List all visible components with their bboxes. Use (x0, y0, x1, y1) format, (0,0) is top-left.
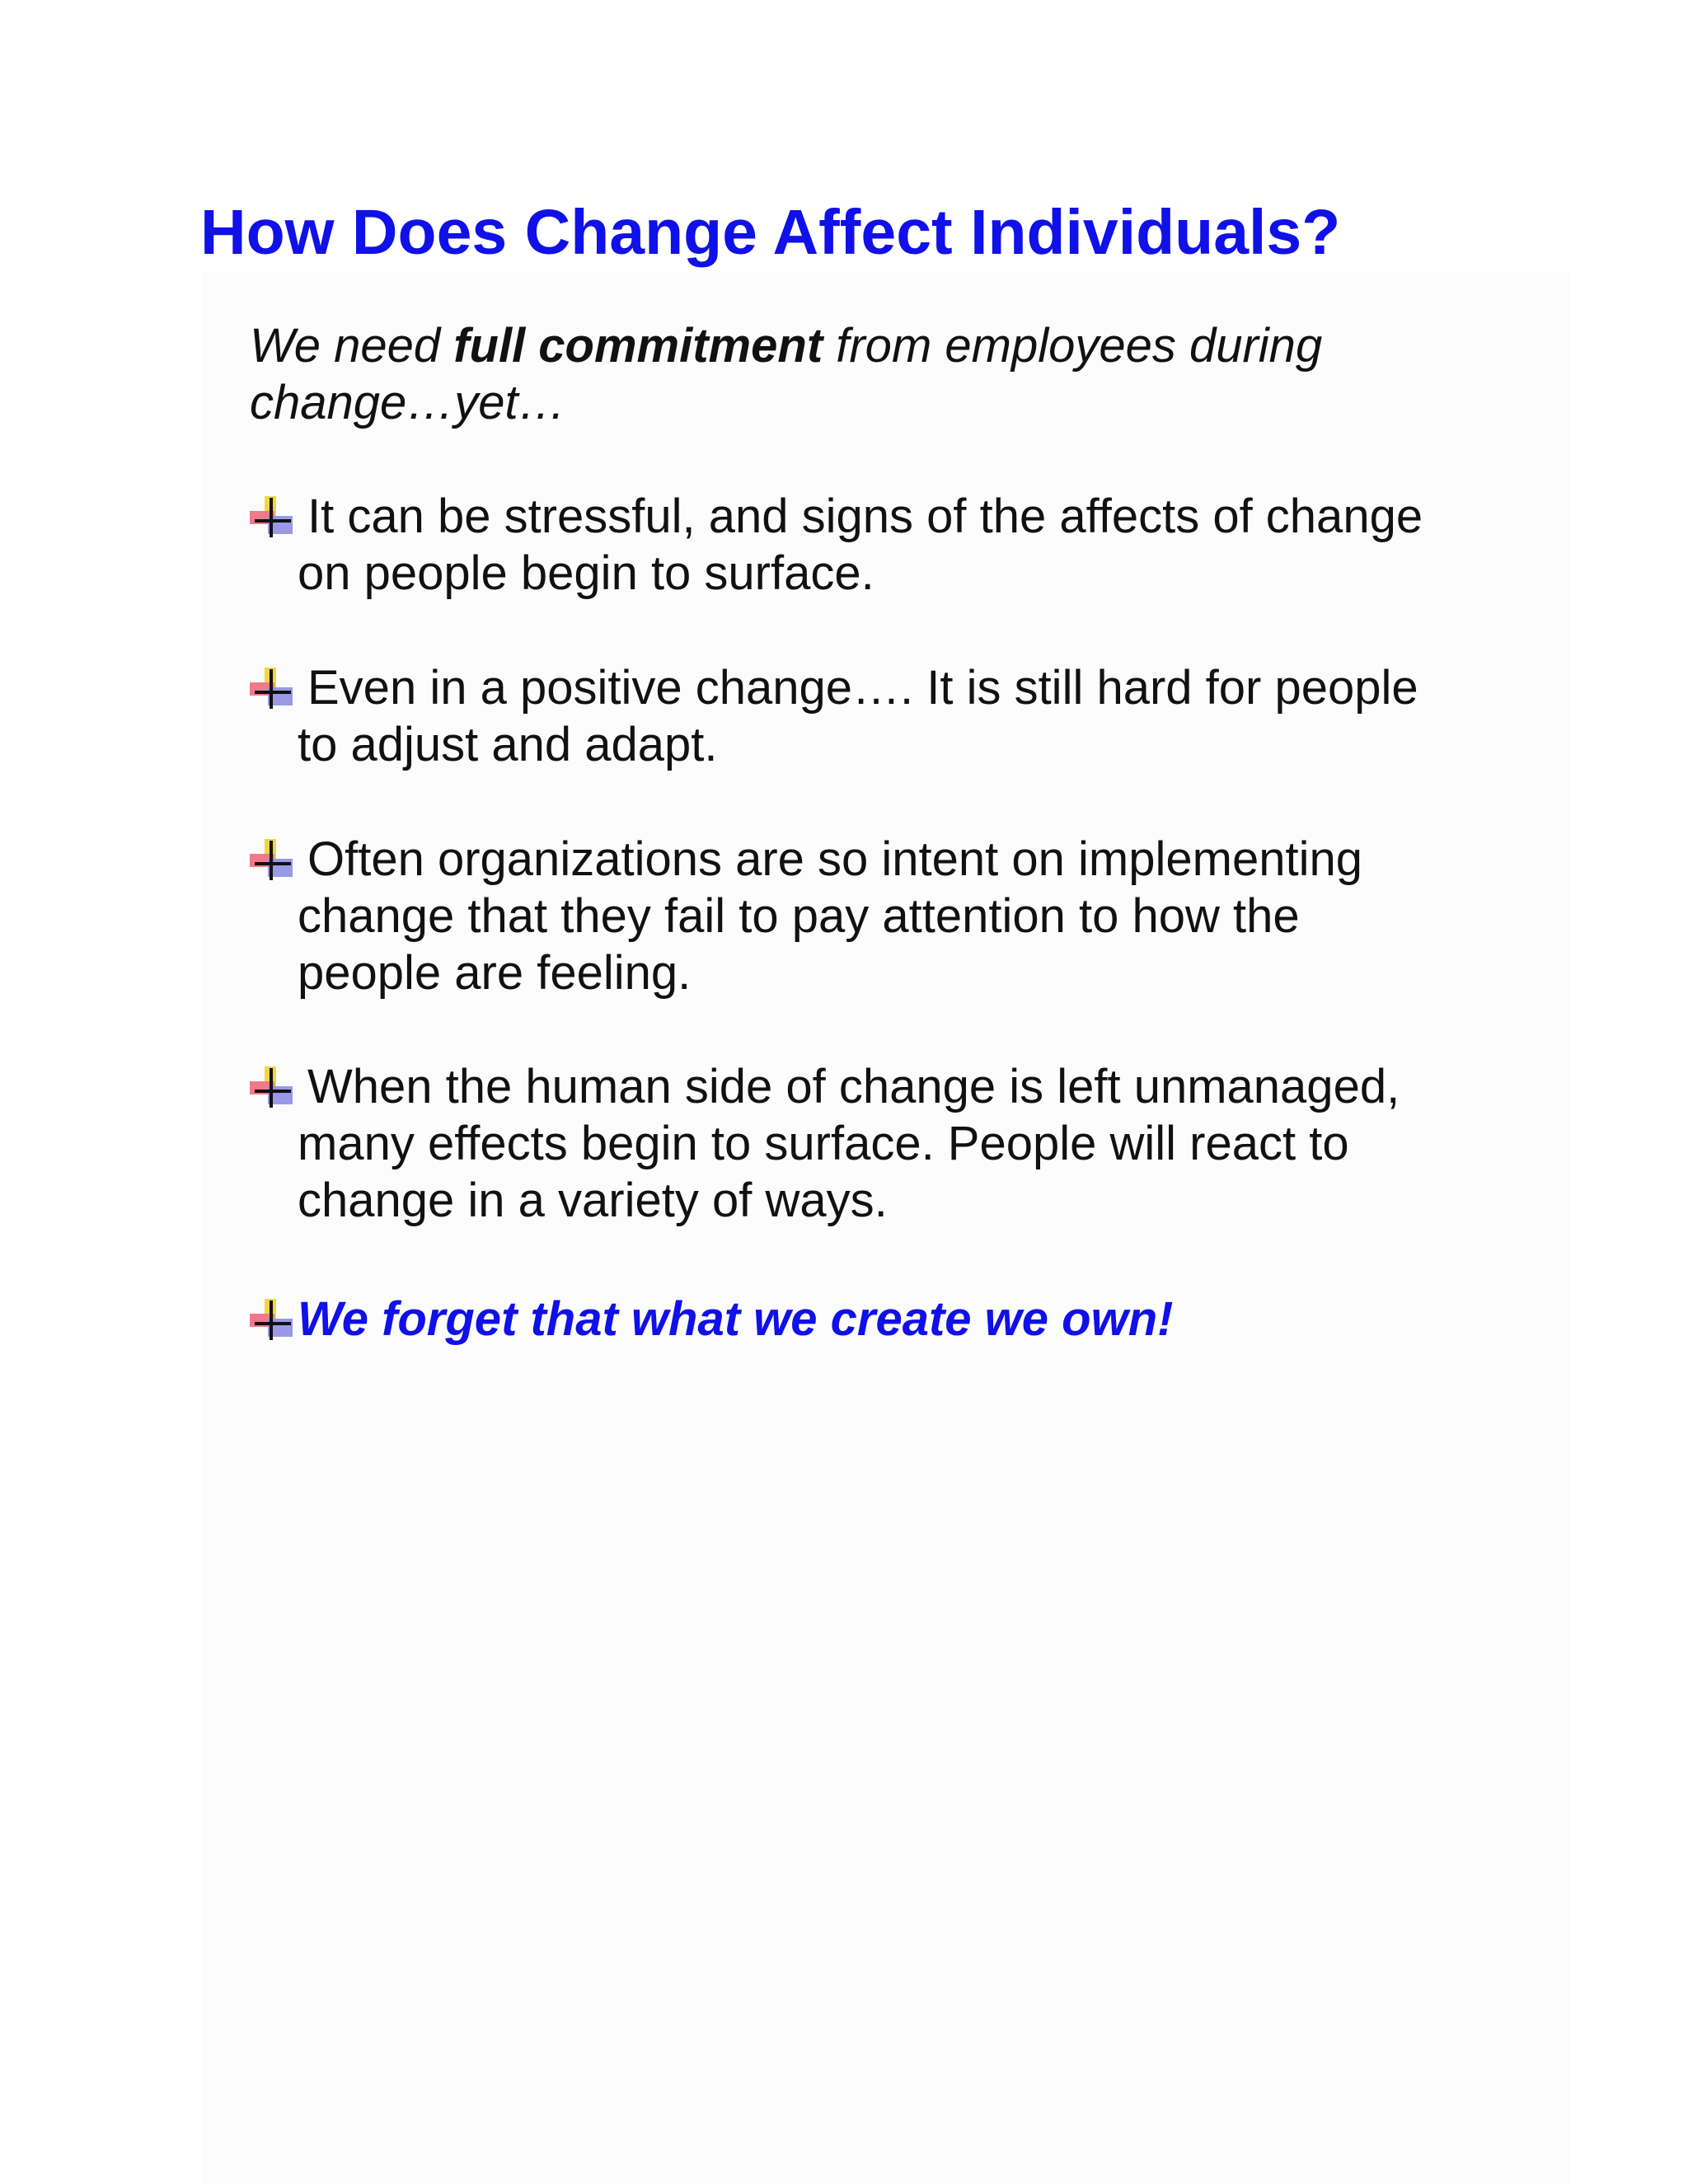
intro-before: We need (250, 319, 454, 373)
intro-bold: full commitment (453, 319, 823, 373)
bullet-line: Often organizations are so intent on implementing (307, 832, 1362, 886)
bullet-text (250, 1058, 1503, 1229)
bullet-line: change that they fail to pay attention to how the (298, 889, 1300, 943)
bullet-text (250, 831, 1503, 1001)
plus-cross-icon (250, 839, 293, 882)
bullet-line: It can be stressful, and signs of the affects of change (307, 490, 1423, 543)
bullet-line: to adjust and adapt. (298, 718, 718, 771)
plus-cross-icon (250, 668, 293, 710)
bullet-text-emphasis: We forget that what we create we own! (298, 1292, 1174, 1346)
page-title: How Does Change Affect Individuals? (200, 197, 1341, 268)
bullet-item (250, 831, 1503, 1001)
bullet-item (250, 659, 1503, 773)
bullet-line: Even in a positive change…. It is still hard for people (307, 661, 1418, 715)
plus-cross-icon (250, 1066, 293, 1109)
bullet-item-emphasis (250, 1291, 1503, 1347)
bullet-line: change in a variety of ways. (298, 1174, 888, 1227)
bullet-item (250, 1058, 1503, 1229)
bullet-text (250, 659, 1503, 773)
intro-text (250, 317, 1486, 431)
bullet-line: people are feeling. (298, 946, 692, 1000)
plus-cross-icon (250, 1299, 293, 1342)
bullet-line: on people begin to surface. (298, 546, 874, 600)
bullet-item (250, 488, 1503, 602)
bullet-text (250, 488, 1503, 602)
bullet-line: When the human side of change is left unmanaged, (307, 1060, 1400, 1113)
bullet-line: many effects begin to surface. People will react to (298, 1117, 1349, 1170)
plus-cross-icon (250, 496, 293, 539)
intro-after: from employees during change…yet… (250, 319, 1323, 429)
